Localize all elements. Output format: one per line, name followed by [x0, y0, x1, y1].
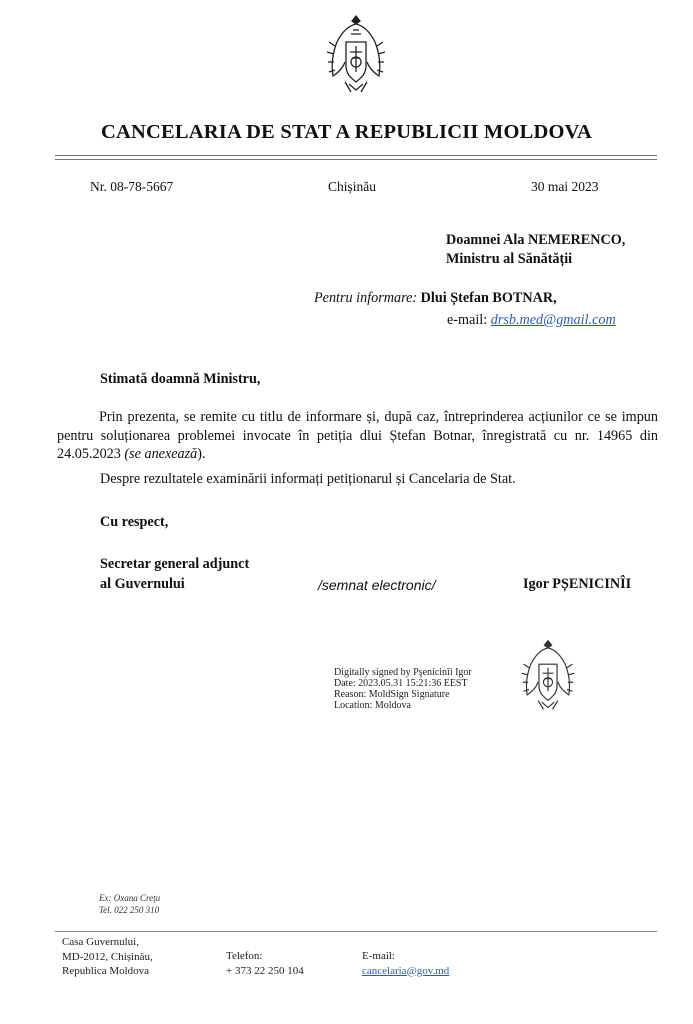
- footer-address-line-3: Republica Moldova: [62, 965, 150, 977]
- footer-email-link[interactable]: cancelaria@gov.md: [362, 964, 450, 977]
- document-city: Chișinău: [328, 179, 377, 194]
- recipient-name: Doamnei Ala NEMERENCO,: [446, 232, 626, 248]
- body-paragraph-1-end: ).: [197, 446, 206, 463]
- info-email-link[interactable]: drsb.med@gmail.com: [490, 312, 616, 328]
- signatory-role-2: al Guvernului: [100, 576, 185, 592]
- footer-address-line-1: Casa Guvernului,: [62, 936, 139, 948]
- title-divider-bottom: [55, 159, 657, 160]
- recipient-role: Ministru al Sănătății: [446, 251, 573, 267]
- info-email-line: [447, 312, 616, 329]
- digital-signature-line-3: Reason: MoldSign Signature: [334, 689, 450, 700]
- moldova-coat-of-arms-icon: [325, 12, 387, 96]
- footer-phone-label: Telefon:: [226, 950, 263, 962]
- footer-address-line-2: MD-2012, Chișinău,: [62, 950, 153, 963]
- footer-phone-number: + 373 22 250 104: [226, 964, 304, 977]
- executor-name: Ex: Oxana Crețu: [99, 893, 161, 903]
- footer-address: [62, 935, 153, 979]
- signatory-name: Igor PȘENICINÎI: [523, 576, 632, 592]
- info-name: Dlui Ștefan BOTNAR,: [420, 290, 557, 306]
- info-email-label: e-mail:: [447, 312, 488, 328]
- document-title: CANCELARIA DE STAT A REPUBLICII MOLDOVA: [101, 121, 592, 143]
- body-paragraph-1-italic: (se anexează: [124, 446, 198, 463]
- document-number: Nr. 08-78-5667: [90, 179, 174, 194]
- electronic-signature-note: /semnat electronic/: [318, 577, 436, 593]
- footer-divider: [55, 931, 657, 932]
- signatory-role-1: Secretar general adjunct: [100, 556, 250, 572]
- footer-phone: [226, 949, 304, 978]
- digital-signature-line-2: Date: 2023.05.31 15:21:36 EEST: [334, 678, 468, 689]
- digital-signature-line-4: Location: Moldova: [334, 700, 411, 711]
- footer-email: [362, 949, 449, 978]
- footer-email-label: E-mail:: [362, 950, 395, 962]
- executor-phone: Tel. 022 250 310: [99, 905, 160, 915]
- digital-signature-block: [334, 667, 472, 711]
- body-paragraph-1: [57, 408, 658, 464]
- moldova-coat-of-arms-icon: [520, 637, 576, 713]
- title-divider-top: [55, 155, 657, 156]
- info-label: Pentru informare:: [314, 290, 418, 306]
- closing: Cu respect,: [100, 514, 169, 530]
- body-paragraph-2: Despre rezultatele examinării informați petiționarul și Cancelaria de Stat.: [100, 471, 516, 487]
- body-paragraph-1-text: Prin prezenta, se remite cu titlu de informare și, după caz, întreprinderea acțiunilor ce se impun pentru soluționarea problemei invocate în petiția dlui Ștefan Botnar, înregistrată cu nr. 14965 din 24.05.2023: [57, 409, 658, 463]
- info-line: [314, 290, 557, 307]
- executor-block: [99, 892, 160, 916]
- salutation: Stimată doamnă Ministru,: [100, 371, 261, 387]
- digital-signature-line-1: Digitally signed by Pşenicinîi Igor: [334, 667, 472, 678]
- document-date: 30 mai 2023: [531, 179, 599, 194]
